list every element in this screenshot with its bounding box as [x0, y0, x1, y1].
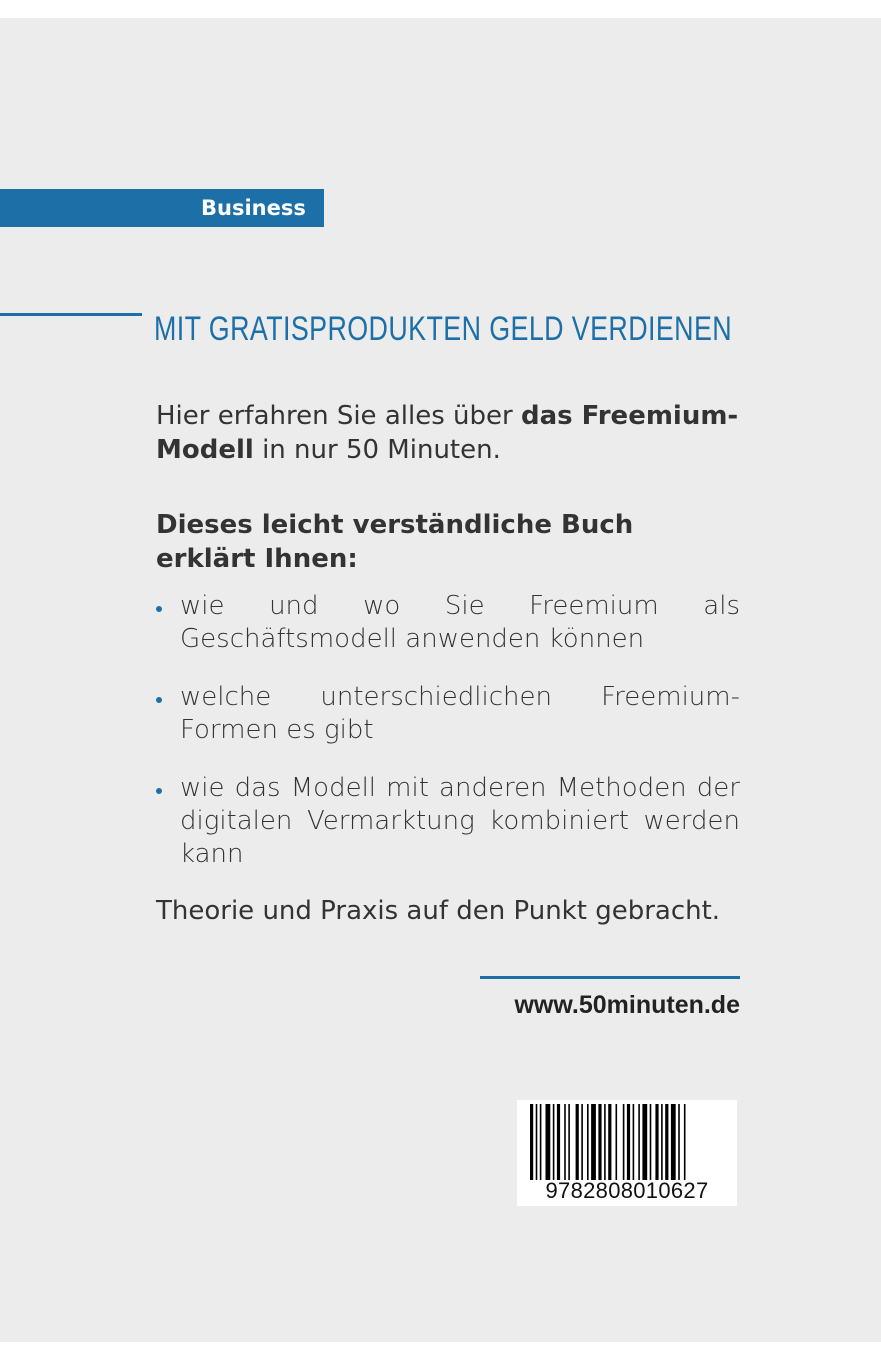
title-accent-rule	[0, 313, 142, 316]
bullet-icon	[156, 697, 162, 703]
bullet-list	[156, 590, 740, 896]
url-accent-rule	[480, 976, 740, 979]
headline: MIT GRATISPRODUKTEN GELD VERDIENEN	[154, 310, 733, 348]
intro-suffix: in nur 50 Minuten.	[253, 435, 501, 465]
closing-line: Theorie und Praxis auf den Punkt gebracht.	[156, 896, 721, 926]
bullet-text: welche unterschiedlichen Freemium-Formen es gibt	[180, 682, 740, 745]
list-item	[156, 590, 740, 656]
bullet-text: wie und wo Sie Freemium als Geschäftsmodell anwenden können	[180, 591, 740, 654]
intro-bold: das Freemium-Modell	[156, 401, 739, 465]
list-item	[156, 681, 740, 747]
intro-prefix: Hier erfahren Sie alles über	[156, 401, 521, 431]
intro-paragraph	[156, 399, 740, 467]
bullet-icon	[156, 606, 162, 612]
bullet-icon	[156, 788, 162, 794]
category-label: Business	[0, 189, 324, 227]
isbn-number: 9782808010627	[545, 1178, 709, 1203]
list-item	[156, 772, 740, 871]
lead-heading: Dieses leicht verständliche Buch erklärt Ihnen:	[156, 510, 634, 574]
website-url: www.50minuten.de	[514, 991, 740, 1019]
bullet-text: wie das Modell mit anderen Methoden der digitalen Vermarktung kombiniert werden kann	[180, 773, 740, 869]
barcode	[517, 1100, 737, 1206]
